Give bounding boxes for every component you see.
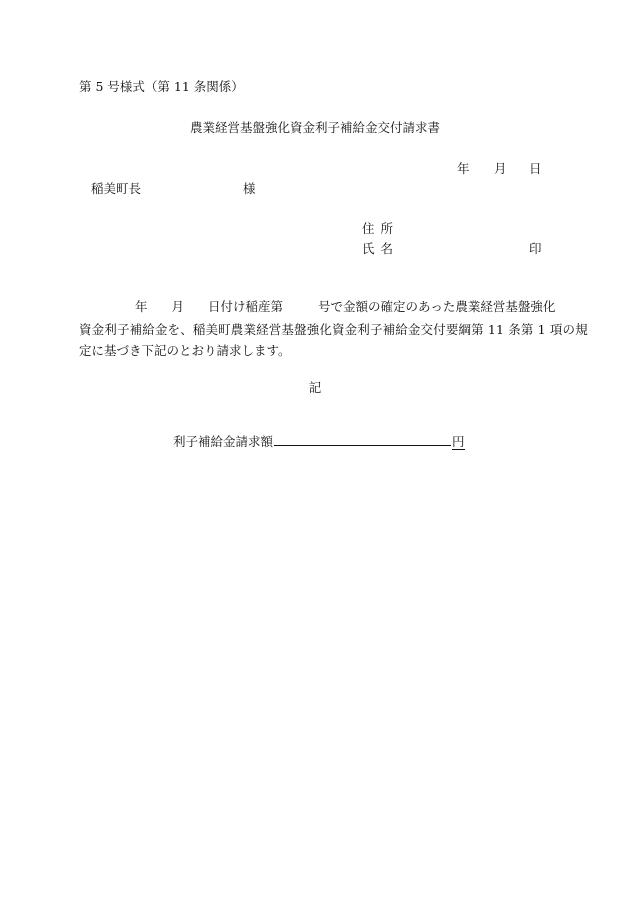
seal-label: 印 — [529, 241, 542, 256]
body-paragraph-line-1 — [135, 301, 555, 314]
claim-amount-field[interactable] — [274, 432, 451, 446]
form-number: 第 5 号様式（第 11 条関係） — [79, 79, 244, 94]
applicant-name-label: 氏名 — [362, 241, 400, 256]
addressee-honorific: 様 — [243, 181, 256, 196]
claim-amount-unit: 円 — [452, 434, 465, 449]
notation-heading: 記 — [308, 380, 322, 395]
body-reference-prefix: 日付け稲産第 — [208, 299, 284, 314]
body-year-label: 年 — [135, 299, 148, 314]
date-day-label: 日 — [529, 161, 542, 176]
date-year-label: 年 — [457, 161, 470, 176]
body-paragraph-line-2: 資金利子補給金を、稲美町農業経営基盤強化資金利子補給金交付要綱第 11 条第 1 項の規 — [79, 322, 588, 337]
addressee-name: 稲美町長 — [91, 181, 142, 196]
body-reference-suffix: 号で金額の確定のあった農業経営基盤強化 — [318, 299, 556, 314]
date-month-label: 月 — [494, 161, 507, 176]
body-month-label: 月 — [171, 299, 185, 314]
claim-amount-label: 利子補給金請求額 — [173, 434, 274, 449]
body-paragraph-line-3: 定に基づき下記のとおり請求します。 — [79, 343, 291, 358]
claim-amount-row — [173, 432, 465, 450]
document-title: 農業経営基盤強化資金利子補給金交付請求書 — [189, 120, 440, 135]
applicant-address-label: 住所 — [362, 221, 400, 236]
